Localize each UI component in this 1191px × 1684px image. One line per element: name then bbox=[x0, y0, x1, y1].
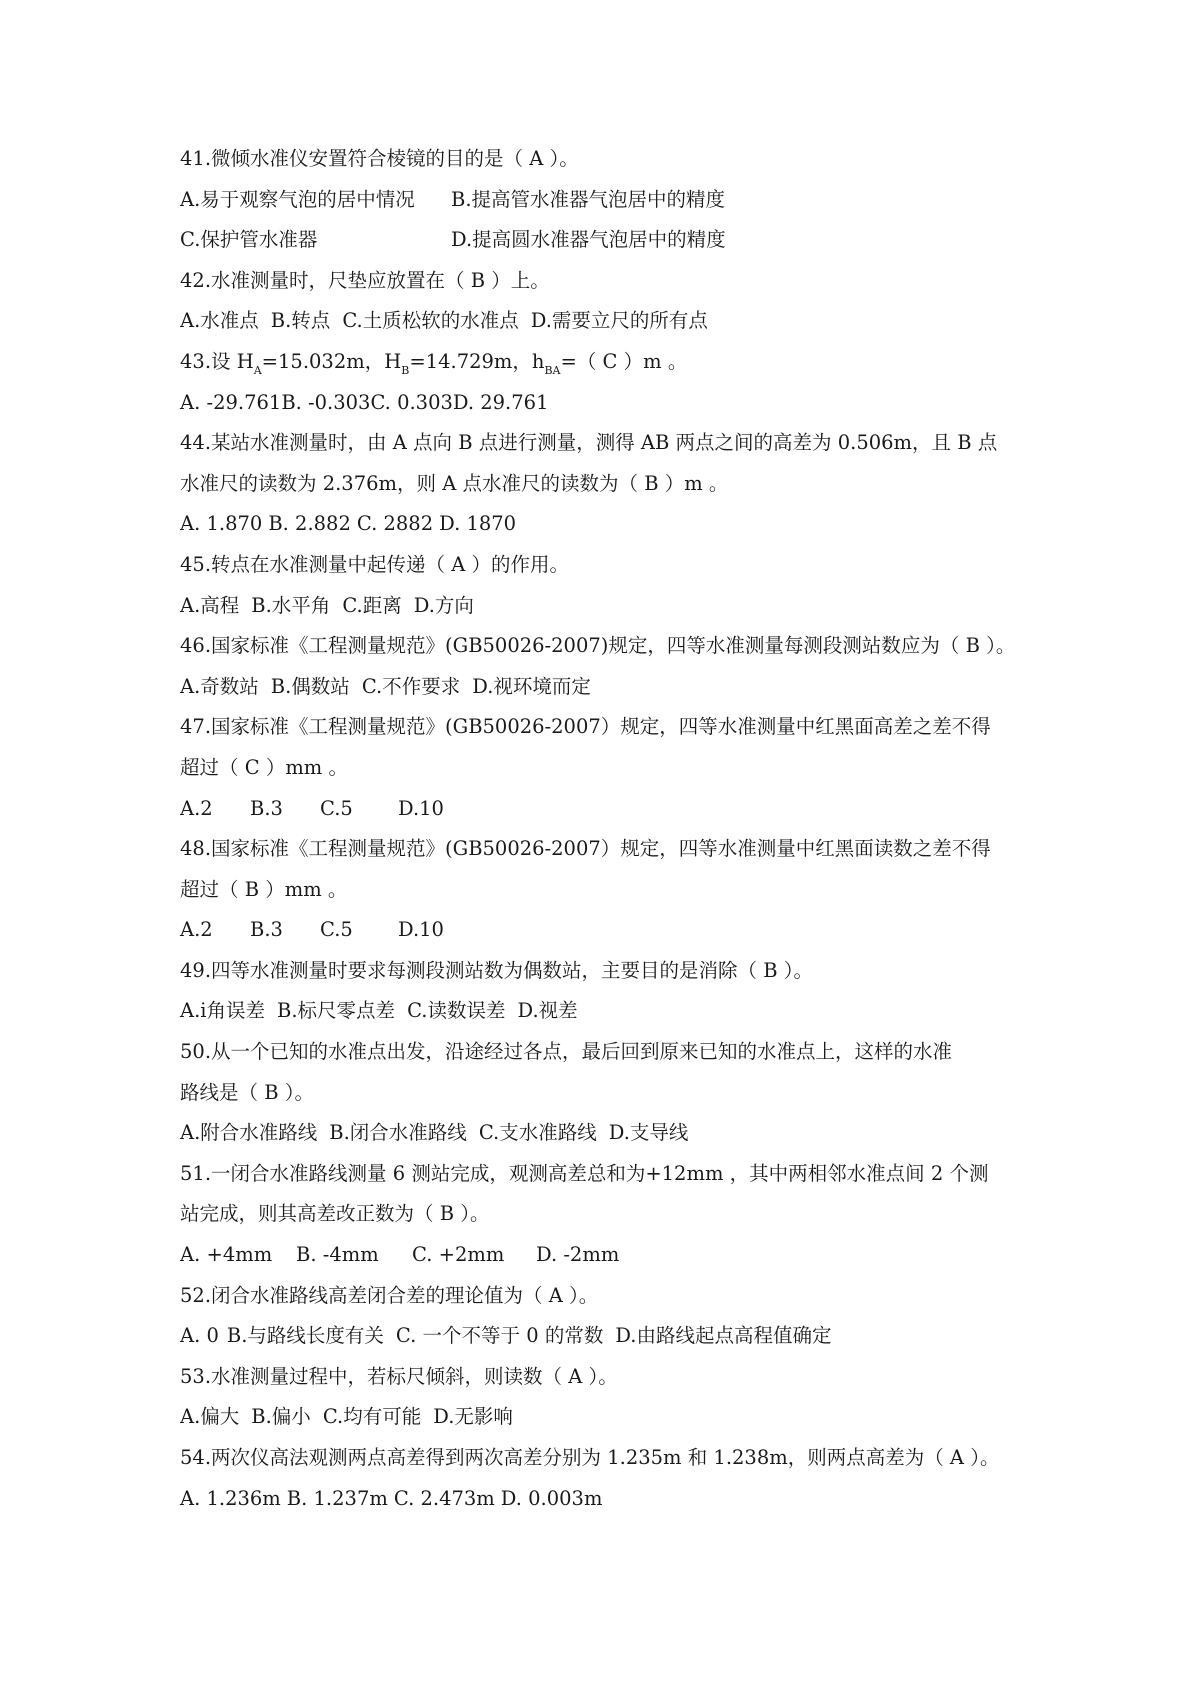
options-row bbox=[180, 383, 1040, 424]
option: B.偶数站 bbox=[270, 674, 350, 698]
option: C.5 bbox=[320, 918, 353, 942]
option: B.3 bbox=[250, 796, 283, 820]
option: C.均有可能 bbox=[322, 1405, 422, 1429]
question-43: 43.设 $H_A=15.032m$，$H_B=14.729m$，$h_{BA}=$（ C ）m 。 bbox=[180, 349, 688, 377]
option: D.提高圆水准器气泡居中的精度 bbox=[451, 228, 726, 252]
option: B.水平角 bbox=[251, 593, 331, 617]
options-row bbox=[180, 1479, 1040, 1520]
options-row bbox=[180, 667, 1040, 708]
question-45: 45.转点在水准测量中起传递（ A ）的作用。 bbox=[180, 552, 569, 576]
option: B. -4mm bbox=[296, 1243, 379, 1267]
option: B.偏小 bbox=[251, 1405, 311, 1429]
option: C.保护管水准器 bbox=[180, 228, 318, 252]
options-row bbox=[180, 1397, 1040, 1438]
option: A. +4mm bbox=[180, 1243, 273, 1267]
option: C. 0.303 bbox=[370, 390, 453, 414]
question-41: 41.微倾水准仪安置符合棱镜的目的是（ A ）。 bbox=[180, 147, 579, 170]
question-51-cont: 站完成，则其高差改正数为（ B ）。 bbox=[180, 1202, 490, 1226]
option: A. 0 bbox=[180, 1324, 219, 1348]
option: B.与路线长度有关 bbox=[226, 1324, 384, 1348]
question-49: 49.四等水准测量时要求每测段测站数为偶数站，主要目的是消除（ B ）。 bbox=[180, 958, 813, 982]
option: D. -2mm bbox=[536, 1243, 620, 1267]
option: D.方向 bbox=[413, 593, 474, 617]
options-row bbox=[180, 586, 1040, 627]
option: A.2 bbox=[180, 918, 213, 942]
option: A.i角误差 bbox=[180, 999, 266, 1023]
option: C.5 bbox=[320, 796, 353, 820]
option: D.由路线起点高程值确定 bbox=[615, 1324, 832, 1348]
option: D.需要立尺的所有点 bbox=[530, 309, 708, 333]
options-row bbox=[180, 991, 1040, 1032]
option: D.10 bbox=[398, 796, 444, 820]
option: C.距离 bbox=[342, 593, 402, 617]
option: D. 0.003m bbox=[500, 1486, 603, 1510]
options-row bbox=[180, 789, 1040, 830]
options-row bbox=[180, 220, 1040, 261]
question-44: 44.某站水准测量时，由 A 点向 B 点进行测量，测得 AB 两点之间的高差为 0.506m，且 B 点 bbox=[180, 431, 998, 455]
option: D.支导线 bbox=[608, 1121, 689, 1145]
option: B.3 bbox=[250, 918, 283, 942]
option: B. 1.237m bbox=[286, 1486, 388, 1510]
option: D.视环境而定 bbox=[472, 674, 591, 698]
option: C. 2882 bbox=[356, 512, 434, 536]
options-row bbox=[180, 1316, 1040, 1357]
question-48: 48.国家标准《工程测量规范》(GB50026-2007）规定，四等水准测量中红黑面读数之差不得 bbox=[180, 837, 991, 861]
option: B.标尺零点差 bbox=[277, 999, 396, 1023]
question-list bbox=[180, 139, 1040, 1519]
options-row bbox=[180, 504, 1040, 545]
option: C.不作要求 bbox=[361, 674, 461, 698]
question-44-cont: 水准尺的读数为 2.376m，则 A 点水准尺的读数为（ B ）m 。 bbox=[180, 471, 729, 495]
option: D.10 bbox=[398, 918, 444, 942]
question-42: 42.水准测量时，尺垫应放置在（ B ）上。 bbox=[180, 268, 550, 292]
options-row bbox=[180, 180, 1040, 221]
option: C. 2.473m bbox=[393, 1486, 495, 1510]
options-row bbox=[180, 910, 1040, 951]
option: B. -0.303 bbox=[281, 390, 371, 414]
option: D. 29.761 bbox=[452, 390, 549, 414]
option: B.闭合水准路线 bbox=[329, 1121, 467, 1145]
question-53: 53.水准测量过程中，若标尺倾斜，则读数（ A ）。 bbox=[180, 1364, 618, 1388]
question-48-cont: 超过（ B ）mm 。 bbox=[180, 877, 348, 901]
option: A.附合水准路线 bbox=[180, 1121, 318, 1145]
option: C.读数误差 bbox=[407, 999, 506, 1023]
option: A.偏大 bbox=[180, 1405, 240, 1429]
option: A.奇数站 bbox=[180, 674, 259, 698]
question-46: 46.国家标准《工程测量规范》(GB50026-2007)规定，四等水准测量每测段测站数应为（ B ）。 bbox=[180, 634, 1016, 658]
option: C. +2mm bbox=[412, 1243, 505, 1267]
option: B.提高管水准器气泡居中的精度 bbox=[451, 187, 726, 211]
question-54: 54.两次仪高法观测两点高差得到两次高差分别为 1.235m 和 1.238m，则两点高差为（ A ）。 bbox=[180, 1446, 1000, 1469]
option: D. 1870 bbox=[439, 512, 517, 536]
option: C.支水准路线 bbox=[478, 1121, 597, 1145]
option: D.视差 bbox=[517, 999, 578, 1023]
option: C. 一个不等于 0 的常数 bbox=[395, 1324, 604, 1348]
option: A. 1.236m bbox=[180, 1486, 281, 1510]
option: A.水准点 bbox=[180, 309, 259, 333]
option: B. 2.882 bbox=[268, 512, 351, 536]
option: A. 1.870 bbox=[180, 512, 263, 536]
question-50-cont: 路线是（ B ）。 bbox=[180, 1080, 314, 1104]
question-47-cont: 超过（ C ）mm 。 bbox=[180, 755, 348, 779]
question-50: 50.从一个已知的水准点出发，沿途经过各点，最后回到原来已知的水准点上，这样的水准 bbox=[180, 1040, 953, 1064]
option: A. -29.761 bbox=[180, 390, 282, 414]
question-47: 47.国家标准《工程测量规范》(GB50026-2007）规定，四等水准测量中红黑面高差之差不得 bbox=[180, 715, 991, 739]
question-51: 51.一闭合水准路线测量 6 测站完成，观测高差总和为+12mm ，其中两相邻水准点间 2 个测 bbox=[180, 1161, 989, 1185]
option: D.无影响 bbox=[433, 1405, 513, 1429]
options-row bbox=[180, 301, 1040, 342]
options-row bbox=[180, 1235, 1040, 1276]
option: A.高程 bbox=[180, 593, 240, 617]
option: A.2 bbox=[180, 796, 213, 820]
option: B.转点 bbox=[270, 309, 331, 333]
options-row bbox=[180, 1113, 1040, 1154]
question-52: 52.闭合水准路线高差闭合差的理论值为（ A ）。 bbox=[180, 1283, 599, 1307]
option: A.易于观察气泡的居中情况 bbox=[180, 187, 415, 211]
option: C.土质松软的水准点 bbox=[342, 309, 519, 333]
